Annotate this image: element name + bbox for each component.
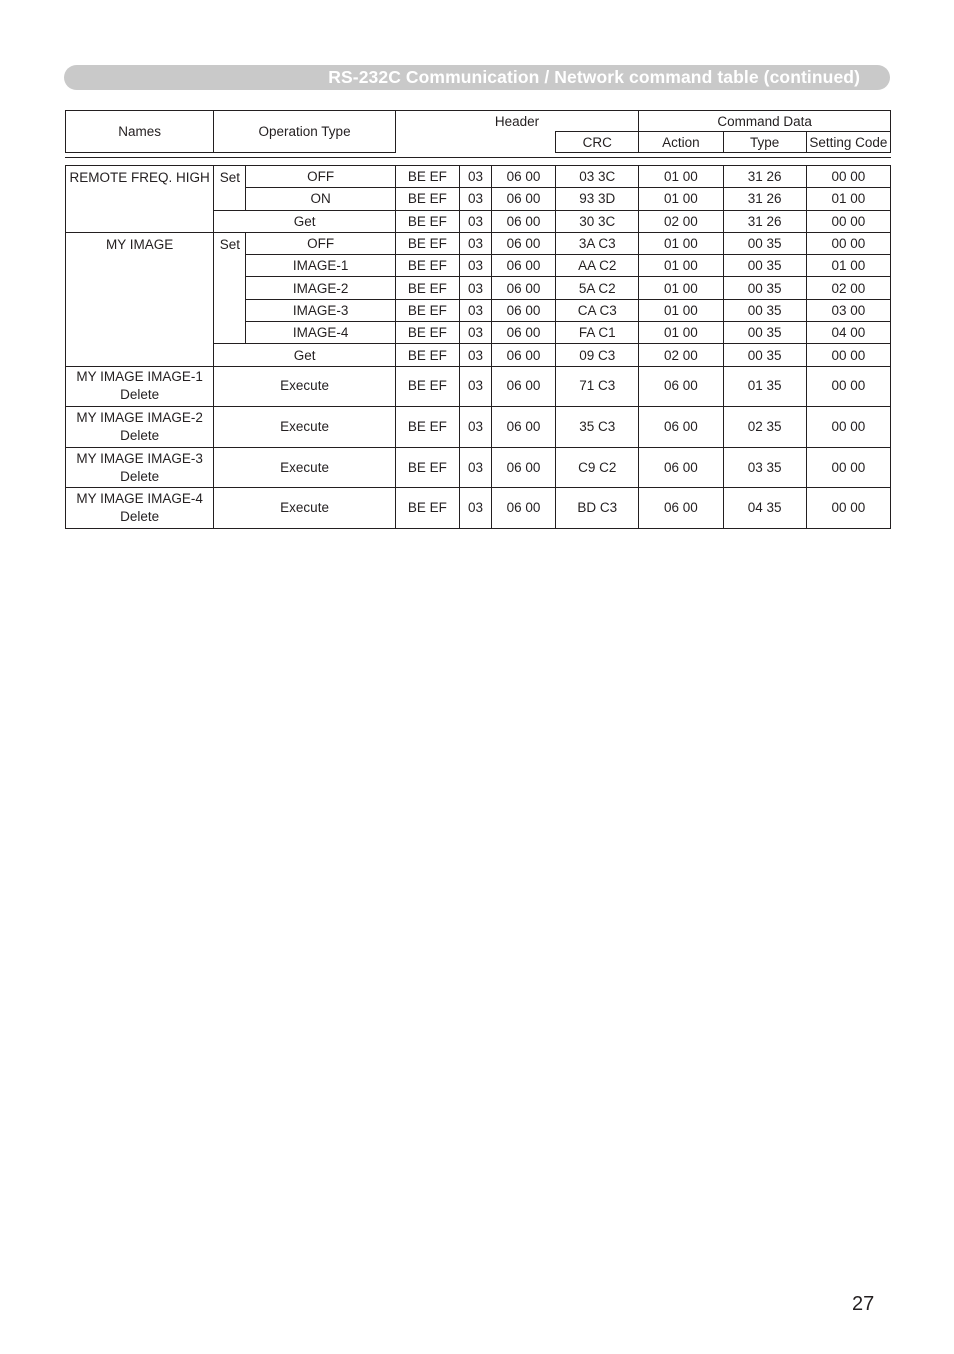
operation-cell: Get: [214, 210, 395, 232]
action-cell: 06 00: [639, 488, 723, 529]
set-label: Set: [214, 166, 246, 211]
header-cell: 03: [459, 488, 491, 529]
table-row: [66, 166, 891, 188]
type-cell: 00 35: [723, 277, 806, 299]
header-cell: 03: [459, 255, 491, 277]
command-table-header: [65, 110, 891, 153]
action-cell: 01 00: [639, 166, 723, 188]
operation-cell: IMAGE-2: [246, 277, 395, 299]
operation-cell: Execute: [214, 447, 395, 488]
type-cell: 04 35: [723, 488, 806, 529]
col-header-operation-type: Operation Type: [214, 111, 395, 153]
col-header-crc: CRC: [556, 132, 639, 153]
setting-code-cell: 00 00: [806, 447, 890, 488]
col-header-header: Header: [395, 111, 639, 132]
header-cell: BE EF: [395, 166, 459, 188]
header-cell: BE EF: [395, 447, 459, 488]
header-cell: 03: [459, 299, 491, 321]
action-cell: 06 00: [639, 407, 723, 448]
header-cell: 03: [459, 188, 491, 210]
header-cell: 03: [459, 322, 491, 344]
type-cell: 00 35: [723, 232, 806, 254]
crc-cell: 09 C3: [556, 344, 639, 366]
header-cell: 03: [459, 447, 491, 488]
table-row: [66, 447, 891, 488]
type-cell: 00 35: [723, 255, 806, 277]
operation-cell: OFF: [246, 166, 395, 188]
setting-code-cell: 01 00: [806, 255, 890, 277]
crc-cell: AA C2: [556, 255, 639, 277]
header-cell: 06 00: [491, 407, 555, 448]
type-cell: 02 35: [723, 407, 806, 448]
col-header-setting-code: Setting Code: [806, 132, 890, 153]
set-label: Set: [214, 232, 246, 343]
header-cell: 03: [459, 232, 491, 254]
row-name: MY IMAGE IMAGE-3 Delete: [66, 447, 214, 488]
header-cell: BE EF: [395, 210, 459, 232]
crc-cell: C9 C2: [556, 447, 639, 488]
type-cell: 31 26: [723, 210, 806, 232]
setting-code-cell: 02 00: [806, 277, 890, 299]
section-banner: [64, 65, 890, 90]
setting-code-cell: 00 00: [806, 232, 890, 254]
setting-code-cell: 01 00: [806, 188, 890, 210]
header-cell: 06 00: [491, 322, 555, 344]
crc-cell: CA C3: [556, 299, 639, 321]
crc-cell: 71 C3: [556, 366, 639, 407]
header-cell: BE EF: [395, 188, 459, 210]
operation-cell: Execute: [214, 407, 395, 448]
type-cell: 31 26: [723, 166, 806, 188]
action-cell: 01 00: [639, 299, 723, 321]
crc-cell: 93 3D: [556, 188, 639, 210]
header-cell: 03: [459, 407, 491, 448]
header-cell: BE EF: [395, 299, 459, 321]
header-cell: 03: [459, 277, 491, 299]
page-number: 27: [852, 1293, 875, 1315]
col-header-action: Action: [639, 132, 723, 153]
header-cell: BE EF: [395, 322, 459, 344]
row-name: MY IMAGE IMAGE-2 Delete: [66, 407, 214, 448]
command-table-body: [65, 165, 891, 529]
crc-cell: 30 3C: [556, 210, 639, 232]
col-header-type: Type: [723, 132, 806, 153]
header-cell: 06 00: [491, 166, 555, 188]
operation-cell: Execute: [214, 488, 395, 529]
header-cell: BE EF: [395, 277, 459, 299]
table-row: [66, 232, 891, 254]
operation-cell: OFF: [246, 232, 395, 254]
header-cell: BE EF: [395, 255, 459, 277]
type-cell: 03 35: [723, 447, 806, 488]
action-cell: 01 00: [639, 255, 723, 277]
header-cell: 03: [459, 166, 491, 188]
operation-cell: ON: [246, 188, 395, 210]
header-cell: 06 00: [491, 488, 555, 529]
col-header-command-data: Command Data: [639, 111, 891, 132]
setting-code-cell: 04 00: [806, 322, 890, 344]
row-name: REMOTE FREQ. HIGH: [66, 166, 214, 233]
action-cell: 01 00: [639, 188, 723, 210]
header-cell: 06 00: [491, 277, 555, 299]
row-name: MY IMAGE IMAGE-4 Delete: [66, 488, 214, 529]
header-cell: 06 00: [491, 344, 555, 366]
header-separator: [65, 157, 891, 158]
setting-code-cell: 03 00: [806, 299, 890, 321]
header-cell: 03: [459, 344, 491, 366]
setting-code-cell: 00 00: [806, 407, 890, 448]
header-cell: 03: [459, 366, 491, 407]
table-row: [66, 366, 891, 407]
header-cell: BE EF: [395, 232, 459, 254]
table-row: [66, 488, 891, 529]
operation-cell: IMAGE-1: [246, 255, 395, 277]
header-cell: BE EF: [395, 488, 459, 529]
header-cell: 06 00: [491, 255, 555, 277]
table-row: [66, 407, 891, 448]
operation-cell: Execute: [214, 366, 395, 407]
operation-cell: IMAGE-4: [246, 322, 395, 344]
crc-cell: BD C3: [556, 488, 639, 529]
action-cell: 06 00: [639, 366, 723, 407]
row-name: MY IMAGE: [66, 232, 214, 366]
row-name: MY IMAGE IMAGE-1 Delete: [66, 366, 214, 407]
setting-code-cell: 00 00: [806, 488, 890, 529]
header-cell: 06 00: [491, 232, 555, 254]
action-cell: 02 00: [639, 210, 723, 232]
action-cell: 01 00: [639, 232, 723, 254]
header-cell: 03: [459, 210, 491, 232]
action-cell: 01 00: [639, 277, 723, 299]
setting-code-cell: 00 00: [806, 366, 890, 407]
type-cell: 00 35: [723, 299, 806, 321]
header-cell: BE EF: [395, 407, 459, 448]
crc-cell: 35 C3: [556, 407, 639, 448]
header-cell: 06 00: [491, 447, 555, 488]
type-cell: 31 26: [723, 188, 806, 210]
setting-code-cell: 00 00: [806, 166, 890, 188]
header-cell: BE EF: [395, 344, 459, 366]
action-cell: 01 00: [639, 322, 723, 344]
crc-cell: 5A C2: [556, 277, 639, 299]
setting-code-cell: 00 00: [806, 344, 890, 366]
section-title: RS-232C Communication / Network command table (continued): [328, 67, 860, 87]
header-cell: BE EF: [395, 366, 459, 407]
type-cell: 00 35: [723, 344, 806, 366]
crc-cell: 3A C3: [556, 232, 639, 254]
header-cell: 06 00: [491, 210, 555, 232]
header-cell: 06 00: [491, 366, 555, 407]
setting-code-cell: 00 00: [806, 210, 890, 232]
operation-cell: IMAGE-3: [246, 299, 395, 321]
operation-cell: Get: [214, 344, 395, 366]
crc-cell: 03 3C: [556, 166, 639, 188]
header-cell: 06 00: [491, 299, 555, 321]
action-cell: 06 00: [639, 447, 723, 488]
header-cell: 06 00: [491, 188, 555, 210]
type-cell: 00 35: [723, 322, 806, 344]
type-cell: 01 35: [723, 366, 806, 407]
crc-cell: FA C1: [556, 322, 639, 344]
col-header-names: Names: [66, 111, 214, 153]
action-cell: 02 00: [639, 344, 723, 366]
